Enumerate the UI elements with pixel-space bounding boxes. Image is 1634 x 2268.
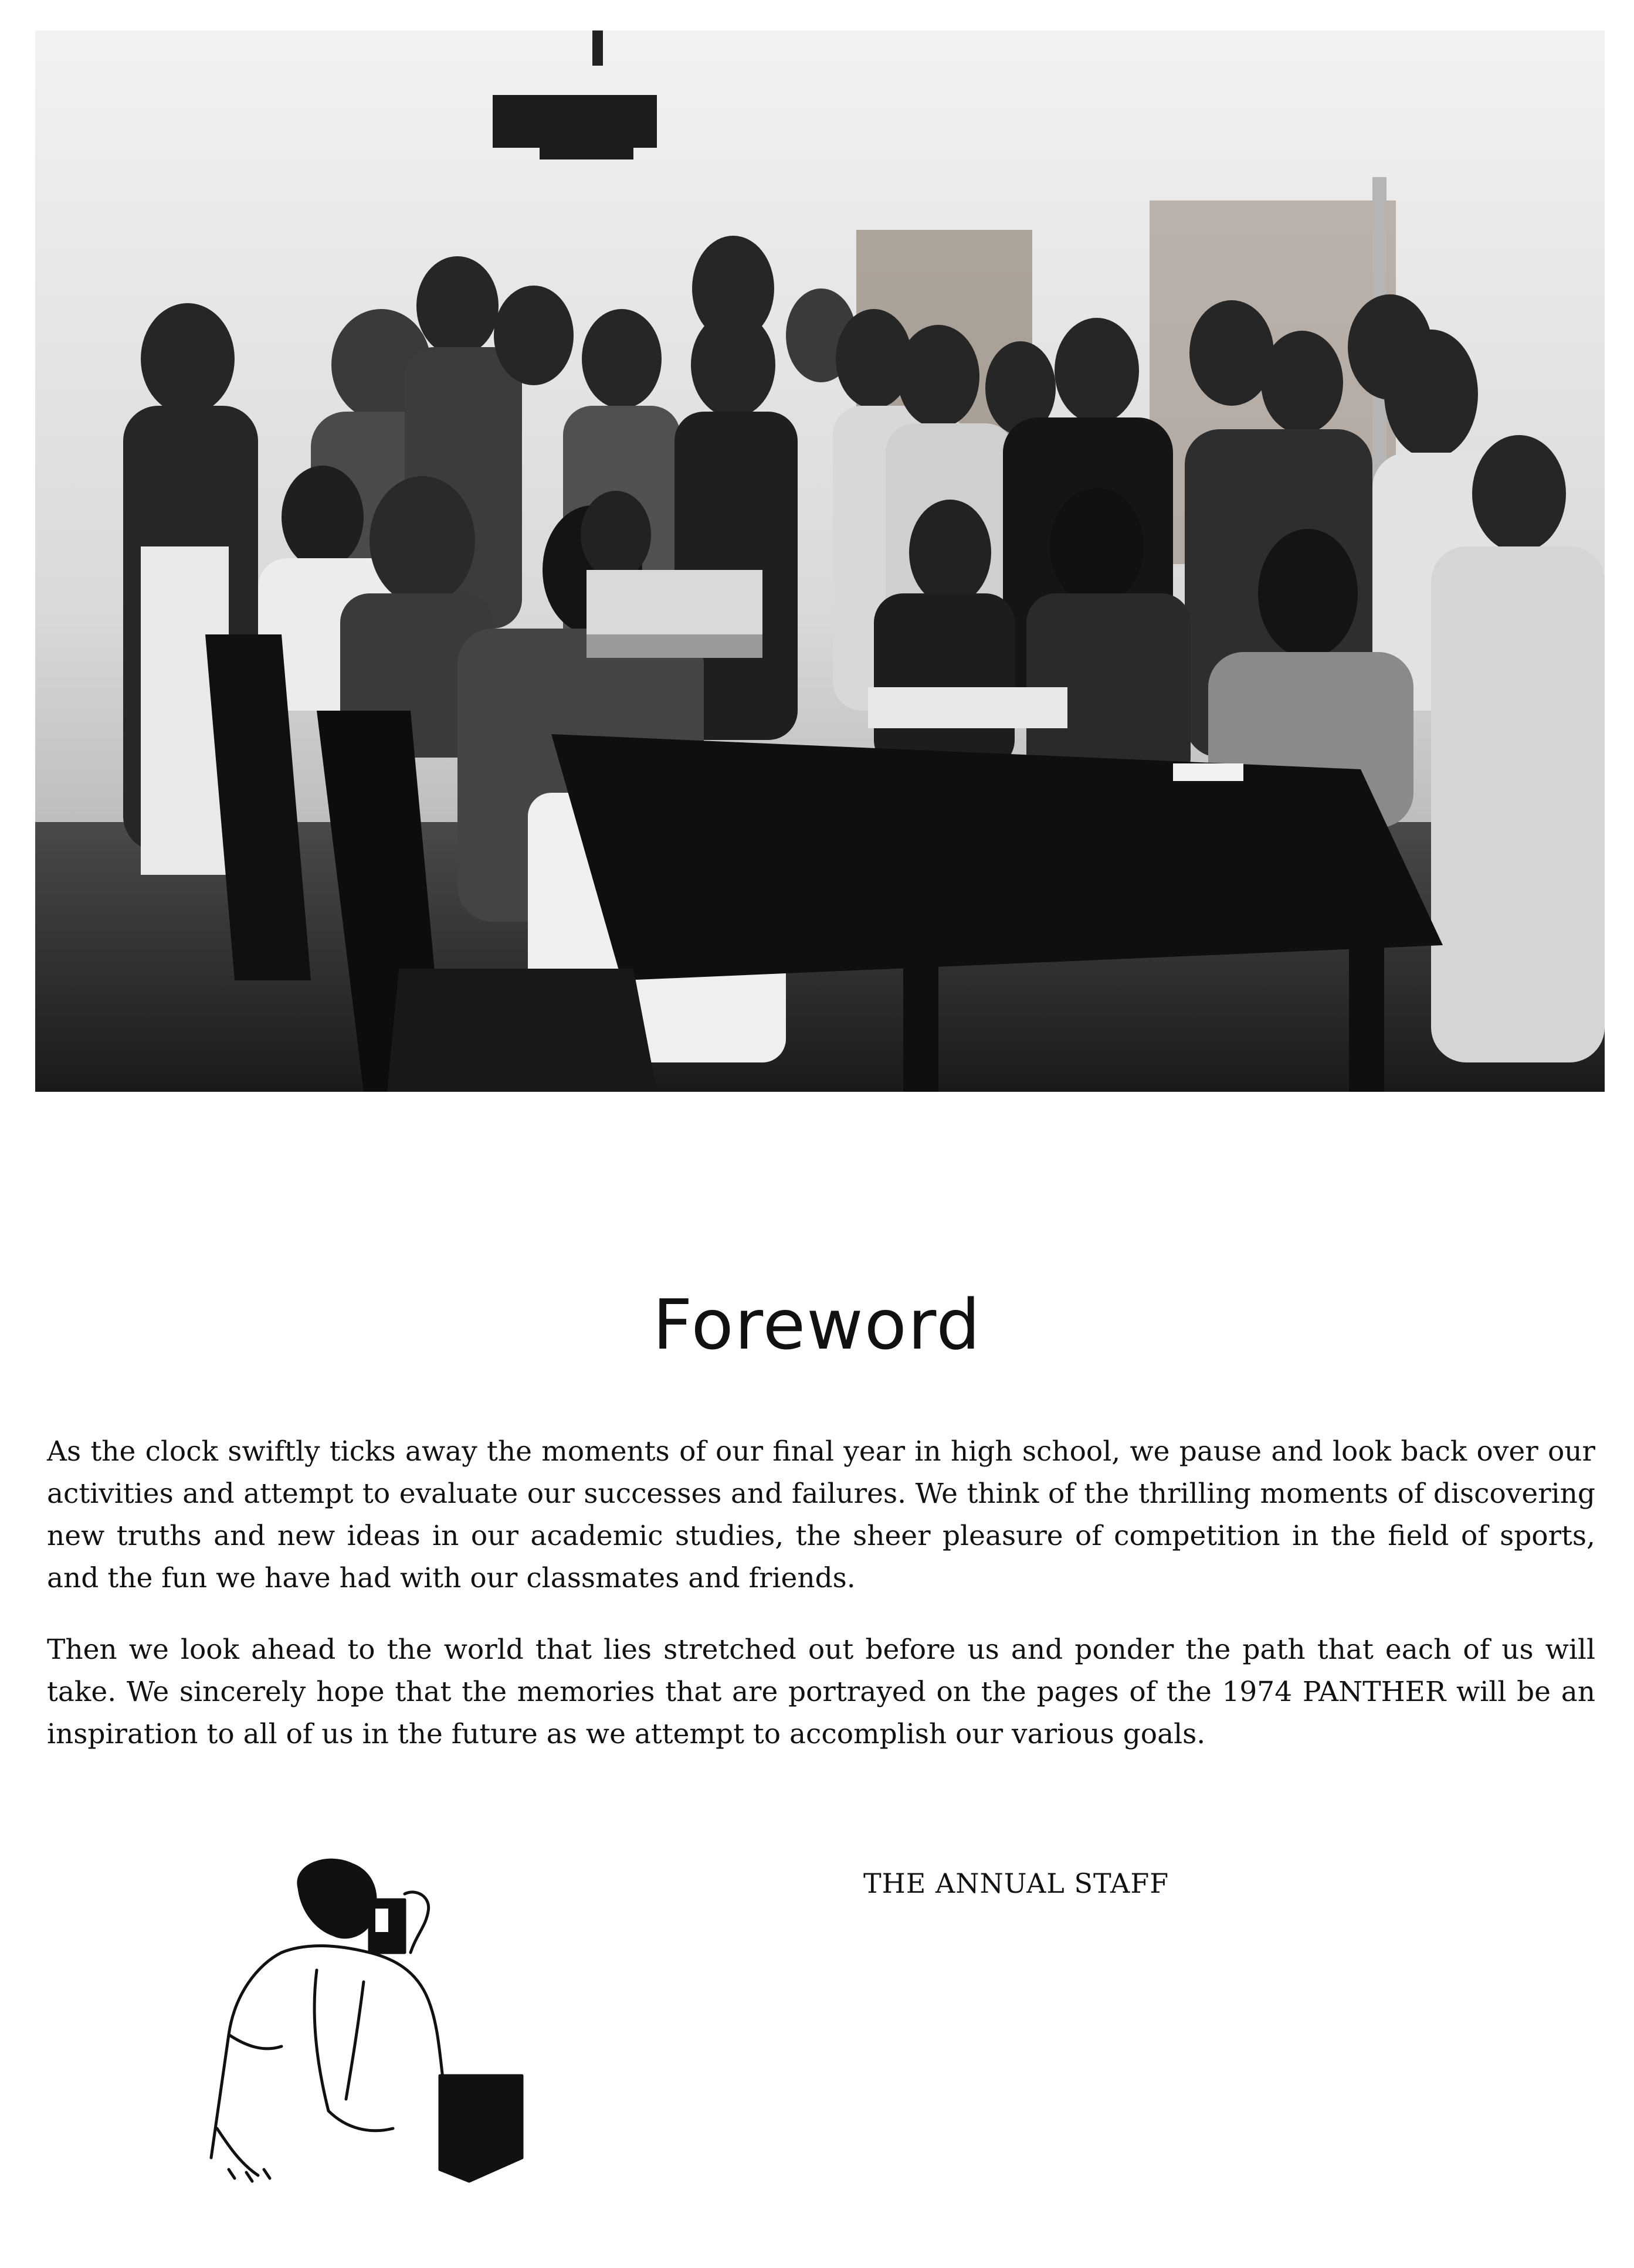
group-photo <box>35 30 1605 1092</box>
page-title: Foreword <box>652 1284 982 1365</box>
photographer-illustration <box>194 1853 528 2187</box>
group-photo-icon <box>35 30 1605 1092</box>
signature: THE ANNUAL STAFF <box>863 1868 1169 1899</box>
foreword-paragraph-1: As the clock swiftly ticks away the moments of our final year in high school, we pause and look back over our activities and attempt to evaluate our successes and failures. We think of the thrilling moments of discovering new truths and new ideas in our academic studies, the sheer pleasure of competition in the field of sports, and the fun we have had with our classmates and friends. <box>47 1435 1595 1594</box>
photographer-sketch-icon <box>194 1853 528 2187</box>
foreword-paragraph-2: Then we look ahead to the world that lies stretched out before us and ponder the path that each of us will take. We sincerely hope that the memories that are portrayed on the pages of the 1974 PANTHER will be an inspiration to all of us in the future as we attempt to accomplish our various goals. <box>47 1634 1595 1750</box>
